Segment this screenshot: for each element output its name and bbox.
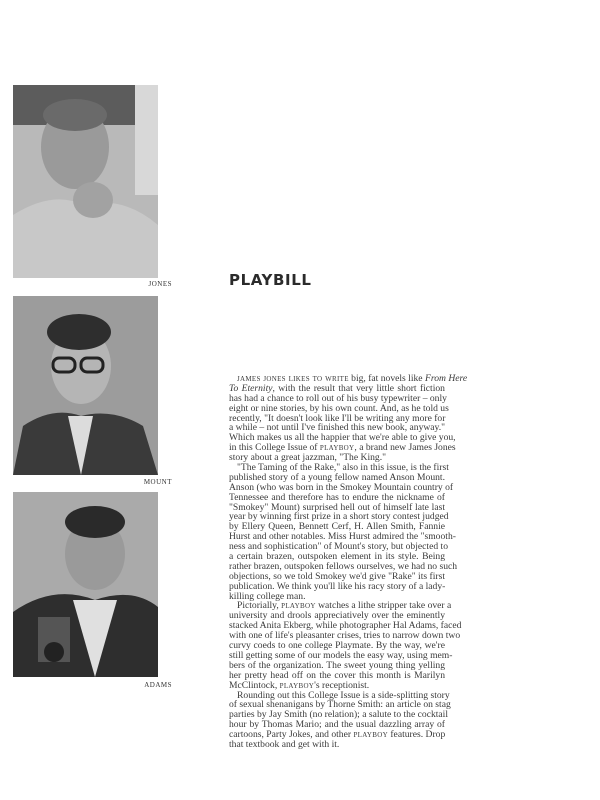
page-title: PLAYBILL <box>229 271 312 289</box>
text-segment: playboy <box>319 442 355 454</box>
text-segment: recently, "It doesn't look like I'll be writing any more for <box>229 412 446 424</box>
text-segment: ness and sophistication" of Mount's story, but objected to <box>229 541 448 553</box>
text-segment: From Here <box>424 373 468 384</box>
text-segment: university and drools appreciatively over the eminently <box>229 610 445 622</box>
text-segment: big, fat novels like <box>348 373 425 384</box>
text-segment: Anson (who was born in the Smokey Mountain country of <box>229 481 454 493</box>
text-segment: 's receptionist. <box>314 679 370 691</box>
photo-adams <box>13 492 158 677</box>
text-segment: a certain brazen, outspoken element in its style. Being <box>229 551 445 563</box>
text-segment: still getting some of our models the easy way, using mem- <box>229 649 453 661</box>
text-segment: playboy <box>279 679 315 691</box>
text-segment: cartoons, Party Jokes, and other <box>229 729 354 741</box>
text-segment: playboy <box>353 729 388 741</box>
text-segment: eight or nine stories, by his own count. And, as he told us <box>229 402 449 414</box>
photo-caption-jones: JONES <box>148 280 172 288</box>
text-segment: in this College Issue of <box>229 442 320 454</box>
text-segment: with one of life's pleasanter crises, tries to narrow down two <box>229 630 461 642</box>
text-segment: stacked Anita Ekberg, while photographer Hal Adams, faced <box>229 620 462 632</box>
text-segment: james jones likes to write <box>237 373 349 384</box>
text-segment: that textbook and get with it. <box>229 738 340 750</box>
text-segment: parties by Jay Smith (no relation); a salute to the cocktail <box>229 709 448 721</box>
text-segment: Tennessee and therefore has to endure the nickname of <box>229 491 445 503</box>
text-segment: curvy coeds to one college Playmate. By the way, we're <box>229 640 445 652</box>
text-segment: objections, so we told Smokey we'd give "Rake" its first <box>229 570 445 582</box>
text-segment: To Eternity <box>229 382 273 394</box>
article-body <box>229 373 468 750</box>
text-segment: playboy <box>281 600 316 612</box>
photo-jones <box>13 85 158 278</box>
text-segment: year by winning first prize in a short story contest judged <box>229 511 449 523</box>
text-segment: has had a chance to roll out of his busy typewriter – only <box>229 392 447 404</box>
text-segment: by Ellery Queen, Bennett Cerf, H. Allen Smith, Fannie <box>229 521 445 533</box>
text-segment: McClintock, <box>229 679 280 691</box>
text-segment: of sexual shenanigans by Thorne Smith: an article on stag <box>229 699 451 711</box>
photo-mount <box>13 296 158 475</box>
text-segment: killing college man. <box>229 590 306 602</box>
text-segment: bers of the organization. The sweet young thing yelling <box>229 659 445 671</box>
text-segment: "Smokey" Mount) surprised hell out of himself late last <box>229 501 445 513</box>
text-line <box>229 740 445 750</box>
text-segment: , with the result that very little short fiction <box>272 382 445 394</box>
text-segment: Pictorially, <box>237 600 282 612</box>
text-segment: watches a lithe stripper take over a <box>315 600 452 612</box>
photo-caption-adams: ADAMS <box>144 681 172 689</box>
text-segment: "The Taming of the Rake," also in this issue, is the first <box>237 462 449 474</box>
photo-caption-mount: MOUNT <box>143 478 172 486</box>
text-segment: her pretty head off on the cover this month is Marilyn <box>229 669 445 681</box>
text-segment: hour by Thomas Mario; and the usual dazzling array of <box>229 719 445 731</box>
text-segment: story about a great jazzman, "The King." <box>229 452 387 464</box>
text-segment: features. Drop <box>387 729 446 741</box>
text-segment: Rounding out this College Issue is a side-splitting story <box>237 689 450 701</box>
text-segment: a while – not until I've finished this new book, anyway." <box>229 422 446 434</box>
text-segment: publication. We think you'll like his racy story of a lady- <box>229 580 446 592</box>
text-segment: published story of a young fellow named Anson Mount. <box>229 471 445 483</box>
text-segment: Hurst and other notables. Miss Hurst admired the "smooth- <box>229 531 456 543</box>
text-segment: rather brazen, outspoken fellows ourselves, we had no such <box>229 560 458 572</box>
text-segment: , a brand new James Jones <box>354 442 456 454</box>
text-segment: Which makes us all the happier that we're able to give you, <box>229 432 456 444</box>
